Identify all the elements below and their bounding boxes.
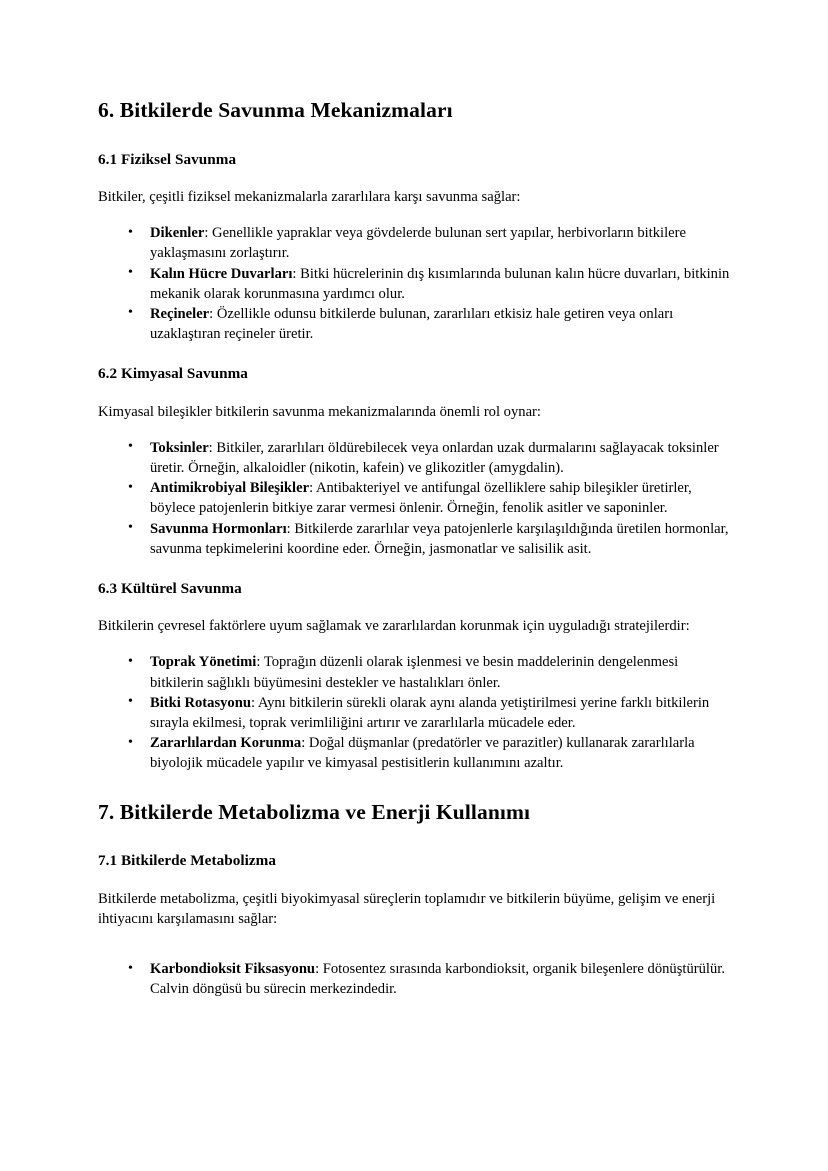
section-heading-7: 7. Bitkilerde Metabolizma ve Enerji Kullanımı [98, 799, 531, 824]
subsection-intro-6-3: Bitkilerin çevresel faktörlere uyum sağlamak ve zararlılardan korunmak için uyguladığı stratejilerdir: [98, 618, 690, 635]
list-item-term: Toksinler [150, 439, 209, 456]
spacer [98, 871, 732, 889]
spacer [98, 929, 732, 959]
list-item [98, 438, 732, 478]
list-item-text: : Antibakteriyel ve antifungal özelliklere sahip bileşikler üretirler, böylece patojenlerin bitkiye zarar vermesi önlenir. Örneğin, fenolik asitler ve saponinler. [150, 480, 692, 517]
list-item [98, 733, 732, 773]
list-item-text: : Fotosentez sırasında karbondioksit, organik bileşenlere dönüştürülür. Calvin döngüsü bu sürecin merkezindedir. [150, 961, 725, 998]
bullet-list-6-2 [98, 438, 732, 559]
bullet-list-7-1 [98, 959, 732, 999]
spacer [98, 559, 732, 580]
list-item [98, 264, 732, 304]
list-item [98, 519, 732, 559]
list-item-term: Savunma Hormonları [150, 520, 287, 537]
subsection-intro-7-1: Bitkilerde metabolizma, çeşitli biyokimyasal süreçlerin toplamıdır ve bitkilerin büyüme, gelişim ve enerji ihtiyacını karşılamasını sağlar: [98, 890, 716, 927]
bullet-list-6-3 [98, 652, 732, 773]
list-item-text: : Aynı bitkilerin sürekli olarak aynı alanda yetiştirilmesi yerine farklı bitkilerin sırayla ekilmesi, toprak verimliliğini artırır ve zararlılarla mücadele eder. [150, 694, 710, 732]
subsection-heading-6-1: 6.1 Fiziksel Savunma [98, 150, 237, 168]
list-item-term: Antimikrobiyal Bileşikler [150, 480, 310, 497]
document-body [98, 98, 732, 999]
spacer [98, 169, 732, 187]
list-item-term: Karbondioksit Fiksasyonu [150, 961, 316, 978]
spacer [98, 207, 732, 223]
list-item-text: : Bitki hücrelerinin dış kısımlarında bulunan kalın hücre duvarları, bitkinin mekanik olarak korunmasına yardımcı olur. [150, 265, 730, 302]
list-item-text: : Genellikle yapraklar veya gövdelerde bulunan sert yapılar, herbivorların bitkilere yaklaşmasını zorlaştırır. [150, 225, 686, 262]
list-item-term: Toprak Yönetimi [150, 654, 257, 671]
spacer [98, 344, 732, 365]
list-item-term: Bitki Rotasyonu [150, 694, 251, 711]
list-item-term: Kalın Hücre Duvarları [150, 265, 293, 282]
list-item-text: : Bitkiler, zararlıları öldürebilecek veya onlardan uzak durmalarını sağlayacak toksinler üretir. Örneğin, alkaloidler (nikotin, kafein) ve glikozitler (amygdalin). [150, 439, 719, 477]
list-item [98, 693, 732, 733]
subsection-heading-6-2: 6.2 Kimyasal Savunma [98, 365, 248, 383]
list-item-text: : Özellikle odunsu bitkilerde bulunan, zararlıları etkisiz hale getiren veya onları uzaklaştıran reçineler üretir. [150, 305, 674, 343]
subsection-heading-7-1: 7.1 Bitkilerde Metabolizma [98, 852, 277, 870]
list-item [98, 304, 732, 344]
spacer [98, 422, 732, 438]
list-item-term: Dikenler [150, 225, 205, 242]
spacer [98, 384, 732, 402]
subsection-heading-6-3: 6.3 Kültürel Savunma [98, 580, 242, 598]
list-item-term: Reçineler [150, 305, 210, 322]
list-item-term: Zararlılardan Korunma [150, 735, 302, 752]
list-item-text: : Bitkilerde zararlılar veya patojenlerle karşılaşıldığında üretilen hormonlar, savunma tepkimelerini koordine eder. Örneğin, jasmonatlar ve salisilik asit. [150, 520, 729, 557]
subsection-intro-6-2: Kimyasal bileşikler bitkilerin savunma mekanizmalarında önemli rol oynar: [98, 403, 541, 420]
page-title: 6. Bitkilerde Savunma Mekanizmaları [98, 98, 453, 122]
subsection-intro-6-1: Bitkiler, çeşitli fiziksel mekanizmalarla zararlılara karşı savunma sağlar: [98, 188, 521, 205]
list-item [98, 223, 732, 263]
list-item [98, 478, 732, 518]
list-item-text: : Doğal düşmanlar (predatörler ve parazitler) kullanarak zararlılarla biyolojik mücadele yapılır ve kimyasal pestisitlerin kullanımını azaltır. [150, 735, 695, 772]
spacer [98, 774, 732, 800]
spacer [98, 598, 732, 616]
list-item [98, 959, 732, 999]
list-item-text: : Toprağın düzenli olarak işlenmesi ve besin maddelerinin dengelenmesi bitkilerin sağlıklı büyümesini destekler ve hastalıkları önler. [150, 654, 679, 691]
bullet-list-6-1 [98, 223, 732, 344]
spacer [98, 636, 732, 652]
spacer [98, 123, 732, 151]
list-item [98, 652, 732, 692]
spacer [98, 824, 732, 852]
